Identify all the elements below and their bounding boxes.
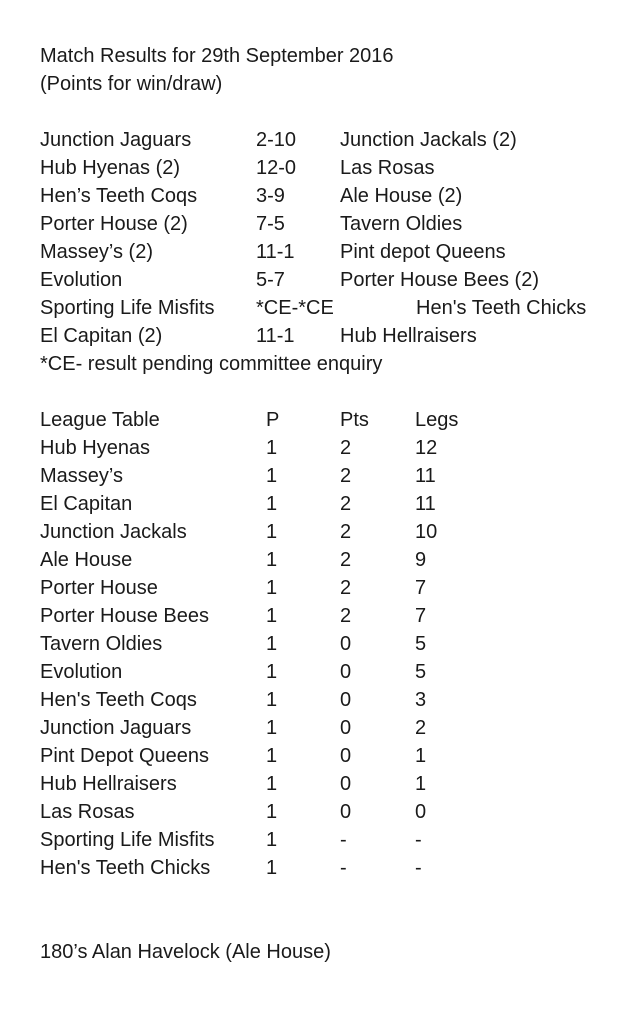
points: 2 [340, 437, 352, 459]
legs: 10 [415, 521, 438, 543]
page-subtitle: (Points for win/draw) [40, 73, 223, 95]
away-team: Pint depot Queens [340, 241, 506, 263]
home-team: Porter House (2) [40, 213, 188, 235]
points: 2 [340, 549, 352, 571]
result-row [40, 126, 630, 154]
match-score: 7-5 [256, 213, 285, 235]
result-row [40, 266, 630, 294]
away-team: Hen's Teeth Chicks [416, 297, 587, 319]
result-row [40, 294, 630, 322]
points: 0 [340, 633, 352, 655]
team-name: Porter House Bees [40, 605, 209, 627]
column-header-p: P [266, 409, 280, 431]
match-score: 2-10 [256, 129, 297, 151]
team-name: Hub Hyenas [40, 437, 151, 459]
team-name: Pint Depot Queens [40, 745, 209, 767]
points: 0 [340, 689, 352, 711]
away-team: Porter House Bees (2) [340, 269, 539, 291]
table-row [40, 518, 630, 546]
home-team: Junction Jaguars [40, 129, 192, 151]
home-team: Evolution [40, 269, 123, 291]
legs: 11 [415, 493, 436, 515]
points: 2 [340, 465, 352, 487]
played: 1 [266, 745, 278, 767]
result-row [40, 210, 630, 238]
played: 1 [266, 465, 278, 487]
points: 2 [340, 493, 352, 515]
legs: 11 [415, 465, 436, 487]
table-row [40, 658, 630, 686]
away-team: Las Rosas [340, 157, 435, 179]
team-name: Sporting Life Misfits [40, 829, 215, 851]
played: 1 [266, 661, 278, 683]
table-row [40, 630, 630, 658]
points: 2 [340, 605, 352, 627]
legs: 3 [415, 689, 427, 711]
points: 0 [340, 717, 352, 739]
played: 1 [266, 493, 278, 515]
home-team: Massey’s (2) [40, 241, 153, 263]
points: 0 [340, 745, 352, 767]
played: 1 [266, 521, 278, 543]
team-name: Evolution [40, 661, 123, 683]
table-row [40, 462, 630, 490]
result-row [40, 238, 630, 266]
table-row [40, 826, 630, 854]
away-team: Ale House (2) [340, 185, 463, 207]
legs: 12 [415, 437, 438, 459]
table-row [40, 574, 630, 602]
result-row [40, 154, 630, 182]
match-score: 3-9 [256, 185, 285, 207]
played: 1 [266, 857, 278, 879]
column-header-pts: Pts [340, 409, 369, 431]
table-row [40, 434, 630, 462]
home-team: Hub Hyenas (2) [40, 157, 181, 179]
table-row [40, 854, 630, 882]
table-row [40, 686, 630, 714]
footer-180s: 180’s Alan Havelock (Ale House) [40, 941, 331, 963]
team-name: Hen's Teeth Coqs [40, 689, 197, 711]
team-name: Porter House [40, 577, 158, 599]
match-score: 12-0 [256, 157, 297, 179]
played: 1 [266, 717, 278, 739]
points: 0 [340, 661, 352, 683]
league-table-header [40, 406, 630, 434]
points: 0 [340, 773, 352, 795]
table-row [40, 546, 630, 574]
table-row [40, 714, 630, 742]
home-team: Hen’s Teeth Coqs [40, 185, 198, 207]
points: 2 [340, 577, 352, 599]
team-name: Junction Jaguars [40, 717, 192, 739]
played: 1 [266, 549, 278, 571]
legs: 5 [415, 633, 427, 655]
legs: - [415, 829, 422, 851]
points: - [340, 829, 347, 851]
away-team: Hub Hellraisers [340, 325, 477, 347]
team-name: Junction Jackals [40, 521, 187, 543]
points: 0 [340, 801, 352, 823]
legs: 7 [415, 605, 427, 627]
points: 2 [340, 521, 352, 543]
team-name: Hub Hellraisers [40, 773, 177, 795]
team-name: Tavern Oldies [40, 633, 163, 655]
team-name: Hen's Teeth Chicks [40, 857, 211, 879]
legs: 5 [415, 661, 427, 683]
legs: 7 [415, 577, 427, 599]
played: 1 [266, 829, 278, 851]
document-page [40, 42, 630, 966]
page-title: Match Results for 29th September 2016 [40, 45, 394, 67]
pending-note: *CE- result pending committee enquiry [40, 353, 383, 375]
team-name: El Capitan [40, 493, 133, 515]
match-results [40, 126, 630, 350]
match-score: 11-1 [256, 241, 295, 263]
points: - [340, 857, 347, 879]
table-row [40, 602, 630, 630]
table-row [40, 742, 630, 770]
league-table [40, 406, 630, 882]
played: 1 [266, 689, 278, 711]
result-row [40, 182, 630, 210]
table-row [40, 770, 630, 798]
played: 1 [266, 633, 278, 655]
column-header-legs: Legs [415, 409, 459, 431]
played: 1 [266, 801, 278, 823]
played: 1 [266, 577, 278, 599]
result-row [40, 322, 630, 350]
legs: 1 [415, 745, 427, 767]
table-row [40, 798, 630, 826]
column-header-team: League Table [40, 409, 160, 431]
legs: - [415, 857, 422, 879]
team-name: Ale House [40, 549, 133, 571]
legs: 9 [415, 549, 427, 571]
table-row [40, 490, 630, 518]
legs: 1 [415, 773, 427, 795]
played: 1 [266, 605, 278, 627]
away-team: Junction Jackals (2) [340, 129, 517, 151]
home-team: Sporting Life Misfits [40, 297, 215, 319]
away-team: Tavern Oldies [340, 213, 463, 235]
legs: 0 [415, 801, 427, 823]
match-score: 5-7 [256, 269, 285, 291]
team-name: Massey’s [40, 465, 123, 487]
home-team: El Capitan (2) [40, 325, 163, 347]
legs: 2 [415, 717, 427, 739]
match-score: 11-1 [256, 325, 295, 347]
match-score: *CE-*CE [256, 297, 334, 319]
team-name: Las Rosas [40, 801, 135, 823]
played: 1 [266, 437, 278, 459]
played: 1 [266, 773, 278, 795]
